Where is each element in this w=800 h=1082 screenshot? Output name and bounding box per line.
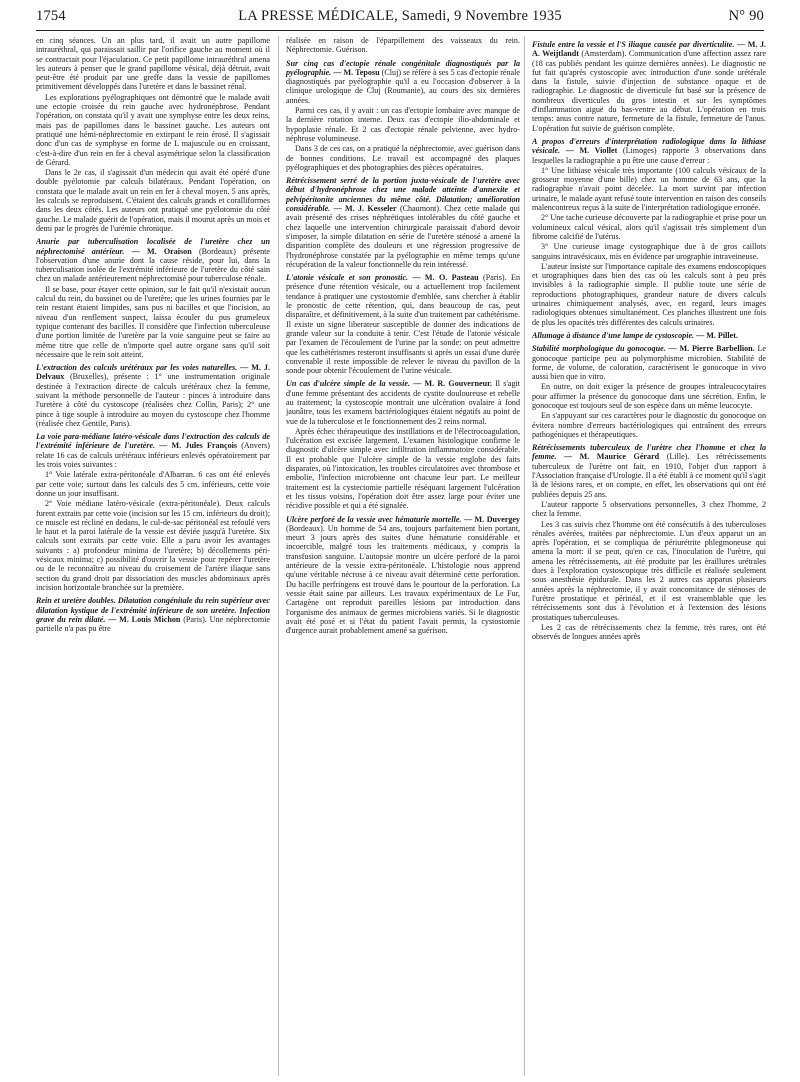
abstract-author: — M. Jules François [159, 441, 238, 451]
abstract-body: (Cluj) se réfère à ses 5 cas d'ectopie rénale diagnostiqués par pyélographie qu'il a eu l'occasion d'observer à la clinique urologique de Cluj (Roumanie), au cours des six dernières années. [286, 67, 520, 105]
body-paragraph: Dans le 2e cas, il s'agissait d'un médecin qui avait été opéré d'une double pyélotomie par calculs bilatéraux. Pendant l'opération, on constata que le malade avait un rein en fer à cheval moyen. 5 ans après, les calculs se reproduisent. C'étaient des calculs grands et coralliformes dans les deux côtés. Les auteurs ont pratiqué une pyélotomie du côté gauche. Le malade guérit de l'opération, mais il mourut après un mois et demi par le progrès de l'urémie chronique. [36, 168, 270, 233]
abstract-body: (Bordeaux). Un homme de 54 ans, toujours parfaitement bien portant, meurt 3 jours après des suites d'une hématurie considérable et incoercible, malgré tous les traitements médicaux, y compris la transfusion sanguine. L'autopsie montre un ulcère perforé de la paroi antérieure de la vessie extra-péritonéale. L'histologie nous apprend qu'une véritable nécrose à ce niveau avait déterminé cette perforation. Du bacille perfringens est trouvé dans le pourtour de la perforation. La vessie était saine par ailleurs. Les travaux expérimentaux de Le Fur, Cartagène ont reproduit pareilles lésions par introduction dans l'organisme des animaux de germes microbiens variés. Si le diagnostic avait été posé et si l'état du patient l'avait permis, la cystostomie d'urgence aurait probablement amené sa guérison. [286, 523, 520, 636]
abstract-entry [36, 363, 270, 428]
column-3 [532, 36, 766, 1076]
abstract-body: Il s'agit d'une femme présentant des accidents de cystite douloureuse et rebelle au traitement; la cystoscopie montrait une ulcération ovalaire à fond jaunâtre, tous les examens bactériologiques étaient négatifs au point de vue de la tuberculose et le fonctionnement des 2 reins normal. [286, 379, 520, 426]
abstract-author: — M. Teposu [333, 67, 380, 77]
body-paragraph: Après échec thérapeutique des instillations et de l'électrocoagulation, l'ulcération est excisée largement. L'examen histologique confirme le diagnostic d'ulcère simple avec infiltration inflammatoire considérable. Il est probable que l'ulcère simple de la vessie englobe des faits disparates, où l'intoxication, les troubles circulatoires avec thrombose et embolie, l'infection microbienne ont chacune leur part. Le meilleur traitement est la cystectomie partielle réséquant largement l'ulcération et les tissus voisins, l'opération doit être assez large pour éviter une récidive possible et qui a été signalée. [286, 426, 520, 511]
abstract-entry [36, 596, 270, 633]
abstract-author: — M. Duvergey [463, 514, 520, 524]
abstract-body: (Anvers) relate 16 cas de calculs urétéraux inférieurs enlevés opératoirement par les trois voies suivantes : [36, 441, 270, 470]
body-paragraph: En s'appuyant sur ces caractères pour le diagnostic du gonocoque on évitera nombre d'erreurs bactériologiques qui entraînent des erreurs pathogéniques et thérapeutiques. [532, 411, 766, 439]
abstract-author: — M. O. Pasteau [412, 273, 479, 283]
body-paragraph: 1° Voie latérale extra-péritonéale d'Albarran. 6 cas ont été enlevés par cette voie; surtout dans les calculs des 5 cm. inférieurs, cette voie donne un jour insuffisant. [36, 470, 270, 498]
abstract-body: (Paris). Une néphrectomie partielle n'a pas pu être [36, 614, 270, 634]
body-paragraph: réalisée en raison de l'éparpillement des vaisseaux du rein. Néphrectomie. Guérison. [286, 36, 520, 55]
abstract-body: (Paris). En présence d'une rétention vésicale, ou a actuellement trop facilement tendance à pratiquer une cystostomie d'emblée, sans chercher à établir le pronostic de cette rétention, qui, dans beaucoup de cas, peut disparaître, et définitivement, à la suite d'un traitement par cathétérisme. Il existe un signe liberateur susceptible de donner des indications de grande valeur sur la conduite à tenir. C'est l'étude de l'atonie vésicale par l'examen de l'écoulement de l'urine par la sonde: on peut admettre que les cathétérismes resteront insuffisants si après un essai d'une durée convenable il reste impossible de relever le niveau du pavillon de la sonde pour obtenir l'écoulement de l'urine vésicale. [286, 273, 520, 376]
page-number: 1754 [36, 8, 66, 24]
abstract-body: (Chaumont). Chez cette malade qui avait présenté des crises néphrétiques intolérables du côté gauche et chez laquelle une intervention chirurgicale paraissait d'abord devoir s'imposer, la simple dilatation en série de l'uretère sténosé a amené la disparition complète des douleurs et une régression progressive de l'hydronéphrose constatée par la pyélographie en même temps qu'une récupération de la valeur fonctionnelle du rein intéressé. [286, 204, 520, 269]
body-paragraph: 2° Voie médiane latéro-vésicale (extra-péritonéale). Deux calculs furent extraits par cette voie (incision sur les 15 cm. inférieurs du droit); ce muscle est récliné en dedans, le cul-de-sac péritonéal est refoulé vers le haut et la paroi latérale de la vessie est déviée jusqu'à l'uretère. Six calculs sont extraits par cette voie. Elle a paru avoir les avantages suivants : a) profondeur minima de l'uretère; b) décollements péri-vésicaux minima; c) possibilité d'ouvrir la vessie pour repérer l'uretère ou de le reconnaître au niveau du croisement de l'artère iliaque sans section du grand droit par dissociation des muscles abdominaux après incision horizontale branchée sur la première. [36, 499, 270, 592]
abstract-title: Rétrécissements tuberculeux de l'urètre chez l'homme et chez la femme. [532, 443, 766, 462]
body-paragraph: Il se base, pour étayer cette opinion, sur le fait qu'il n'existait aucun calcul du rein, du bassinet ou de l'uretère; que les urines fournies par le rein restant étaient limpides, sans pus ni bacilles et que l'incision, au niveau d'un renflement suspect, laissa écouler du pus grumeleux typique contenant des bacilles. Il considère que l'infection tuberculeuse d'une portion limitée de l'uretère par la voie sanguine peut se faire au même titre que celle de n'importe quel autre organe sans qu'il soit nécessaire que le rein soit atteint. [36, 284, 270, 359]
abstract-body: (Bordeaux) présente l'observation d'une anurie dont la cause réside, pour lui, dans la tuberculisation isolée de l'extrémité inférieure de l'uretère du côté sain chez un malade antérieurement néphrectomisé pour tuberculose rénale. [36, 246, 270, 284]
column-divider [278, 36, 279, 1076]
body-paragraph: 2° Une tache curieuse découverte par la radiographie et prise pour un volumineux calcul vésical, alors qu'il s'agissait très simplement d'un fibrome calcifié de l'utérus. [532, 213, 766, 241]
page-header [36, 8, 764, 30]
journal-title: LA PRESSE MÉDICALE, Samedi, 9 Novembre 1935 [238, 8, 562, 24]
abstract-body: (Limoges) rapporte 3 observations dans lesquelles la radiographie a pu être une cause d'erreur : [532, 146, 766, 165]
body-paragraph: 1° Une lithiase vésicale très importante (100 calculs vésicaux de la grosseur moyenne d'une bille) chez un homme de 63 ans, que la radiographie n'avait point décelée. La mort survint par infection urinaire, le malade ayant refusé toute intervention en raison des conseils malencontreux reçus à la suite de l'interprétation radiologique erronée. [532, 165, 766, 213]
column-2 [286, 36, 520, 1076]
abstract-title: Sur cinq cas d'ectopie rénale congénitale diagnostiqués par la pyélographie. [286, 58, 520, 77]
abstract-title: L'atonie vésicale et son pronostic. [286, 273, 413, 283]
abstract-title: L'extraction des calculs urétéraux par les voies naturelles. [36, 363, 241, 373]
abstract-title: La voie para-médiane latéro-vésicale dans l'extraction des calculs de l'extrémité inférieure de l'uretère. [36, 432, 270, 451]
abstract-author: — M. J. Kesseler [333, 204, 397, 214]
abstract-entry [286, 515, 520, 636]
abstract-entry [36, 432, 270, 469]
abstract-author: — M. R. Gouverneur. [413, 379, 492, 389]
abstract-body: (Amsterdam). Communication d'une affection assez rare (18 cas publiés pendant les quinze dernières années). Le diagnostic ne fut fait qu'après cystoscopie avec introduction d'une sonde urétérale dans la fistule, suivie d'injection de substance opaque et de radiographie. Le diagnostic de diverticule fut basé sur la présence de nombreux diverticules du gros intestin et sur les symptômes d'inflammation aiguë du bas-ventre au début. L'opération en trois temps: anus contre nature, fermeture de la fistule, fermeture de l'anus. L'opération fut suivie de guérison complète. [532, 49, 766, 133]
abstract-title: Allumage à distance d'une lampe de cystoscopie. [532, 330, 697, 340]
abstract-entry [532, 137, 766, 165]
abstract-author: — M. Oraison [131, 246, 192, 256]
abstract-title: Un cas d'ulcère simple de la vessie. [286, 379, 414, 389]
body-paragraph: en cinq séances. Un an plus tard, il avait un autre papillome intrauréthral, qui paraissait saillir par l'orifice gauche au moment où il se contractait pour l'éjaculation. Ce petit papillome intrauréthral amena les auteurs à penser que le grand papillome vésical, déjà détruit, avait peut-être été produit par une greffe dans la vessie de papillomes primitivement développés dans l'uretère et dans le bassinet rénal. [36, 36, 270, 92]
abstract-title: Rétrécissement serré de la portion juxta-vésicale de l'uretère avec début d'hydronéphrose chez une malade atteinte d'annexite et pelvipéritonite anciennes du même côté. Dilatation; amélioration considérable. [286, 176, 520, 214]
abstract-title: Ulcère perforé de la vessie avec hématurie mortelle. [286, 514, 464, 524]
abstract-title: Anurie par tuberculisation localisée de l'uretère chez un néphrectomisé antérieur. [36, 237, 270, 256]
body-paragraph: Parmi ces cas, il y avait : un cas d'ectopie lombaire avec manque de la dernière rotation interne. Deux cas d'ectopie ilio-abdominale et hypoplasie rénale. Et 2 cas d'ectopie rénale pelvienne, avec hydro-néphrose volumineuse. [286, 106, 520, 143]
header-rule [36, 30, 764, 31]
body-paragraph: Les 3 cas suivis chez l'homme ont été consécutifs à des tuberculoses rénales avérées, traitées par néphrectomie. L'un d'eux apparut un an après l'opération, et se compliqua de périurétrite phlegmoneuse qui amena la mort: il se peut, qu'en ce cas, l'inoculation de l'urètre, qui amena les rétrécissements, ait été produite par les éraillures urétrales dues à l'exploration cystoscopique très difficile et réalisée seulement sous anesthésie épidurale. Dans les 2 autres cas apparus plusieurs années après la néphrectomie, il y avait concomitance de sténoses de l'urètre prostatique et périnéal, et il est vraisemblable que les rétrécissements sont dus à l'évolution et à l'extension des lésions prostatiques tuberculeuses. [532, 519, 766, 622]
abstract-entry [286, 379, 520, 425]
abstract-entry [532, 40, 766, 133]
abstract-entry [286, 59, 520, 105]
body-paragraph: Les explorations pyélographiques ont démontré que le malade avait une ectopie croisée du rein gauche avec hydronéphrose. Pendant l'opération, on constata qu'il y avait une symphyse entre les deux reins, mais pas de papillomes dans le bassinet gauche. Les auteurs ont pratiqué une hémi-néphrectomie en extirpant le rein érosé. Il s'agissait donc d'un cas de symphyse en forme de L majuscule ou en croissant, c'est-à-dire d'un rein en fer à cheval asymétrique selon la classification de Gérard. [36, 92, 270, 167]
abstract-author: — M. J. A. Weijtlandt [532, 40, 766, 59]
abstract-author: — M. Pierre Barbellion. [668, 344, 755, 354]
body-paragraph: Dans 3 de ces cas, on a pratiqué la néphrectomie, avec guérison dans de bonnes conditions. Le travail est accompagné des plaques pyélographiques et des photographies des pièces opératoires. [286, 144, 520, 172]
column-1 [36, 36, 270, 1076]
abstract-entry [532, 331, 766, 340]
column-divider [524, 36, 525, 1076]
abstract-title: A propos d'erreurs d'interprétation radiologique dans la lithiase vésicale. [532, 136, 766, 156]
abstract-author: — M. J. Delvaux [36, 363, 270, 382]
body-paragraph: En outre, on doit exiger la présence de groupes intraleucocytaires pour affirmer la présence du gonocoque dans une sécrétion. Enfin, le gonocoque est toujours seul de son espèce dans un même leucocyte. [532, 382, 766, 410]
abstract-body: (Lille). Les rétrécissements tuberculeux de l'urètre ont fait, en 1910, l'objet d'un rapport à l'Association française d'Urologie. Il a été établi à ce moment qu'il s'agit là de lésions rares, et on compte, en effet, les observations qui ont été publiées depuis 25 ans. [532, 452, 766, 499]
abstract-title: Stabilité morphologique du gonocoque. [532, 344, 669, 354]
abstract-entry [286, 176, 520, 269]
abstract-title: Rein et uretère doubles. Dilatation congénitale du rein supérieur avec dilatation kystique de l'extrémité inférieure de son uretère. Infection grave du rein dilaté. [36, 596, 270, 624]
abstract-entry [532, 443, 766, 499]
abstract-author: — M. Maurice Gérard [564, 452, 660, 462]
abstract-entry [532, 344, 766, 381]
abstract-author: — M. Pillet. [696, 330, 738, 340]
abstract-author: — M. Louis Michon [108, 614, 181, 624]
abstract-body: (Bruxelles), présente : 1° une instrumentation originale destinée à l'extraction directe de calculs urétéraux chez la femme, suivant la méthode personnelle de l'auteur : pinces à introduire dans l'uretère à côté du cystoscope (réalisées chez Collin, Paris); 2° une pince à tige souple à introduire au moyen du cystoscope chez l'homme (réalisée chez Gentile, Paris). [36, 372, 270, 428]
abstract-entry [36, 237, 270, 283]
body-paragraph: 3° Une curieuse image cystographique due à de gros caillots sanguins intravésicaux, mis en évidence par urographie intraveineuse. [532, 242, 766, 261]
abstract-author: — M. Viollet [565, 146, 618, 156]
abstract-body: Le gonocoque participe peu au polymorphisme microbien. Stabilité de forme, de volume, de coloration, caractérisent le gonocoque in vivo aussi bien que in vitro. [532, 344, 766, 382]
abstract-entry [286, 273, 520, 375]
issue-number: N° 90 [728, 8, 764, 24]
body-paragraph: L'auteur rapporte 5 observations personnelles, 3 chez l'homme, 2 chez la femme. [532, 499, 766, 519]
body-paragraph: L'auteur insiste sur l'importance capitale des examens endoscopiques et urographiques dans bien des cas où les calculs sont à peu près invisibles à la radiographie simple. Il publie toute une série de reproductions photographiques, grandeur nature de divers calculs urinaires chimiquement analysés, avec, en regard, leurs images radiologiques obtenues simultanément. Ces planches illustrent une fois de plus les opacités très différentes des calculs urinaires. [532, 261, 766, 327]
body-paragraph: Les 2 cas de rétrécissements chez la femme, très rares, ont été observés de longues années après [532, 622, 766, 642]
abstract-title: Fistule entre la vessie et l'S iliaque causée par diverticulite. [532, 40, 738, 49]
